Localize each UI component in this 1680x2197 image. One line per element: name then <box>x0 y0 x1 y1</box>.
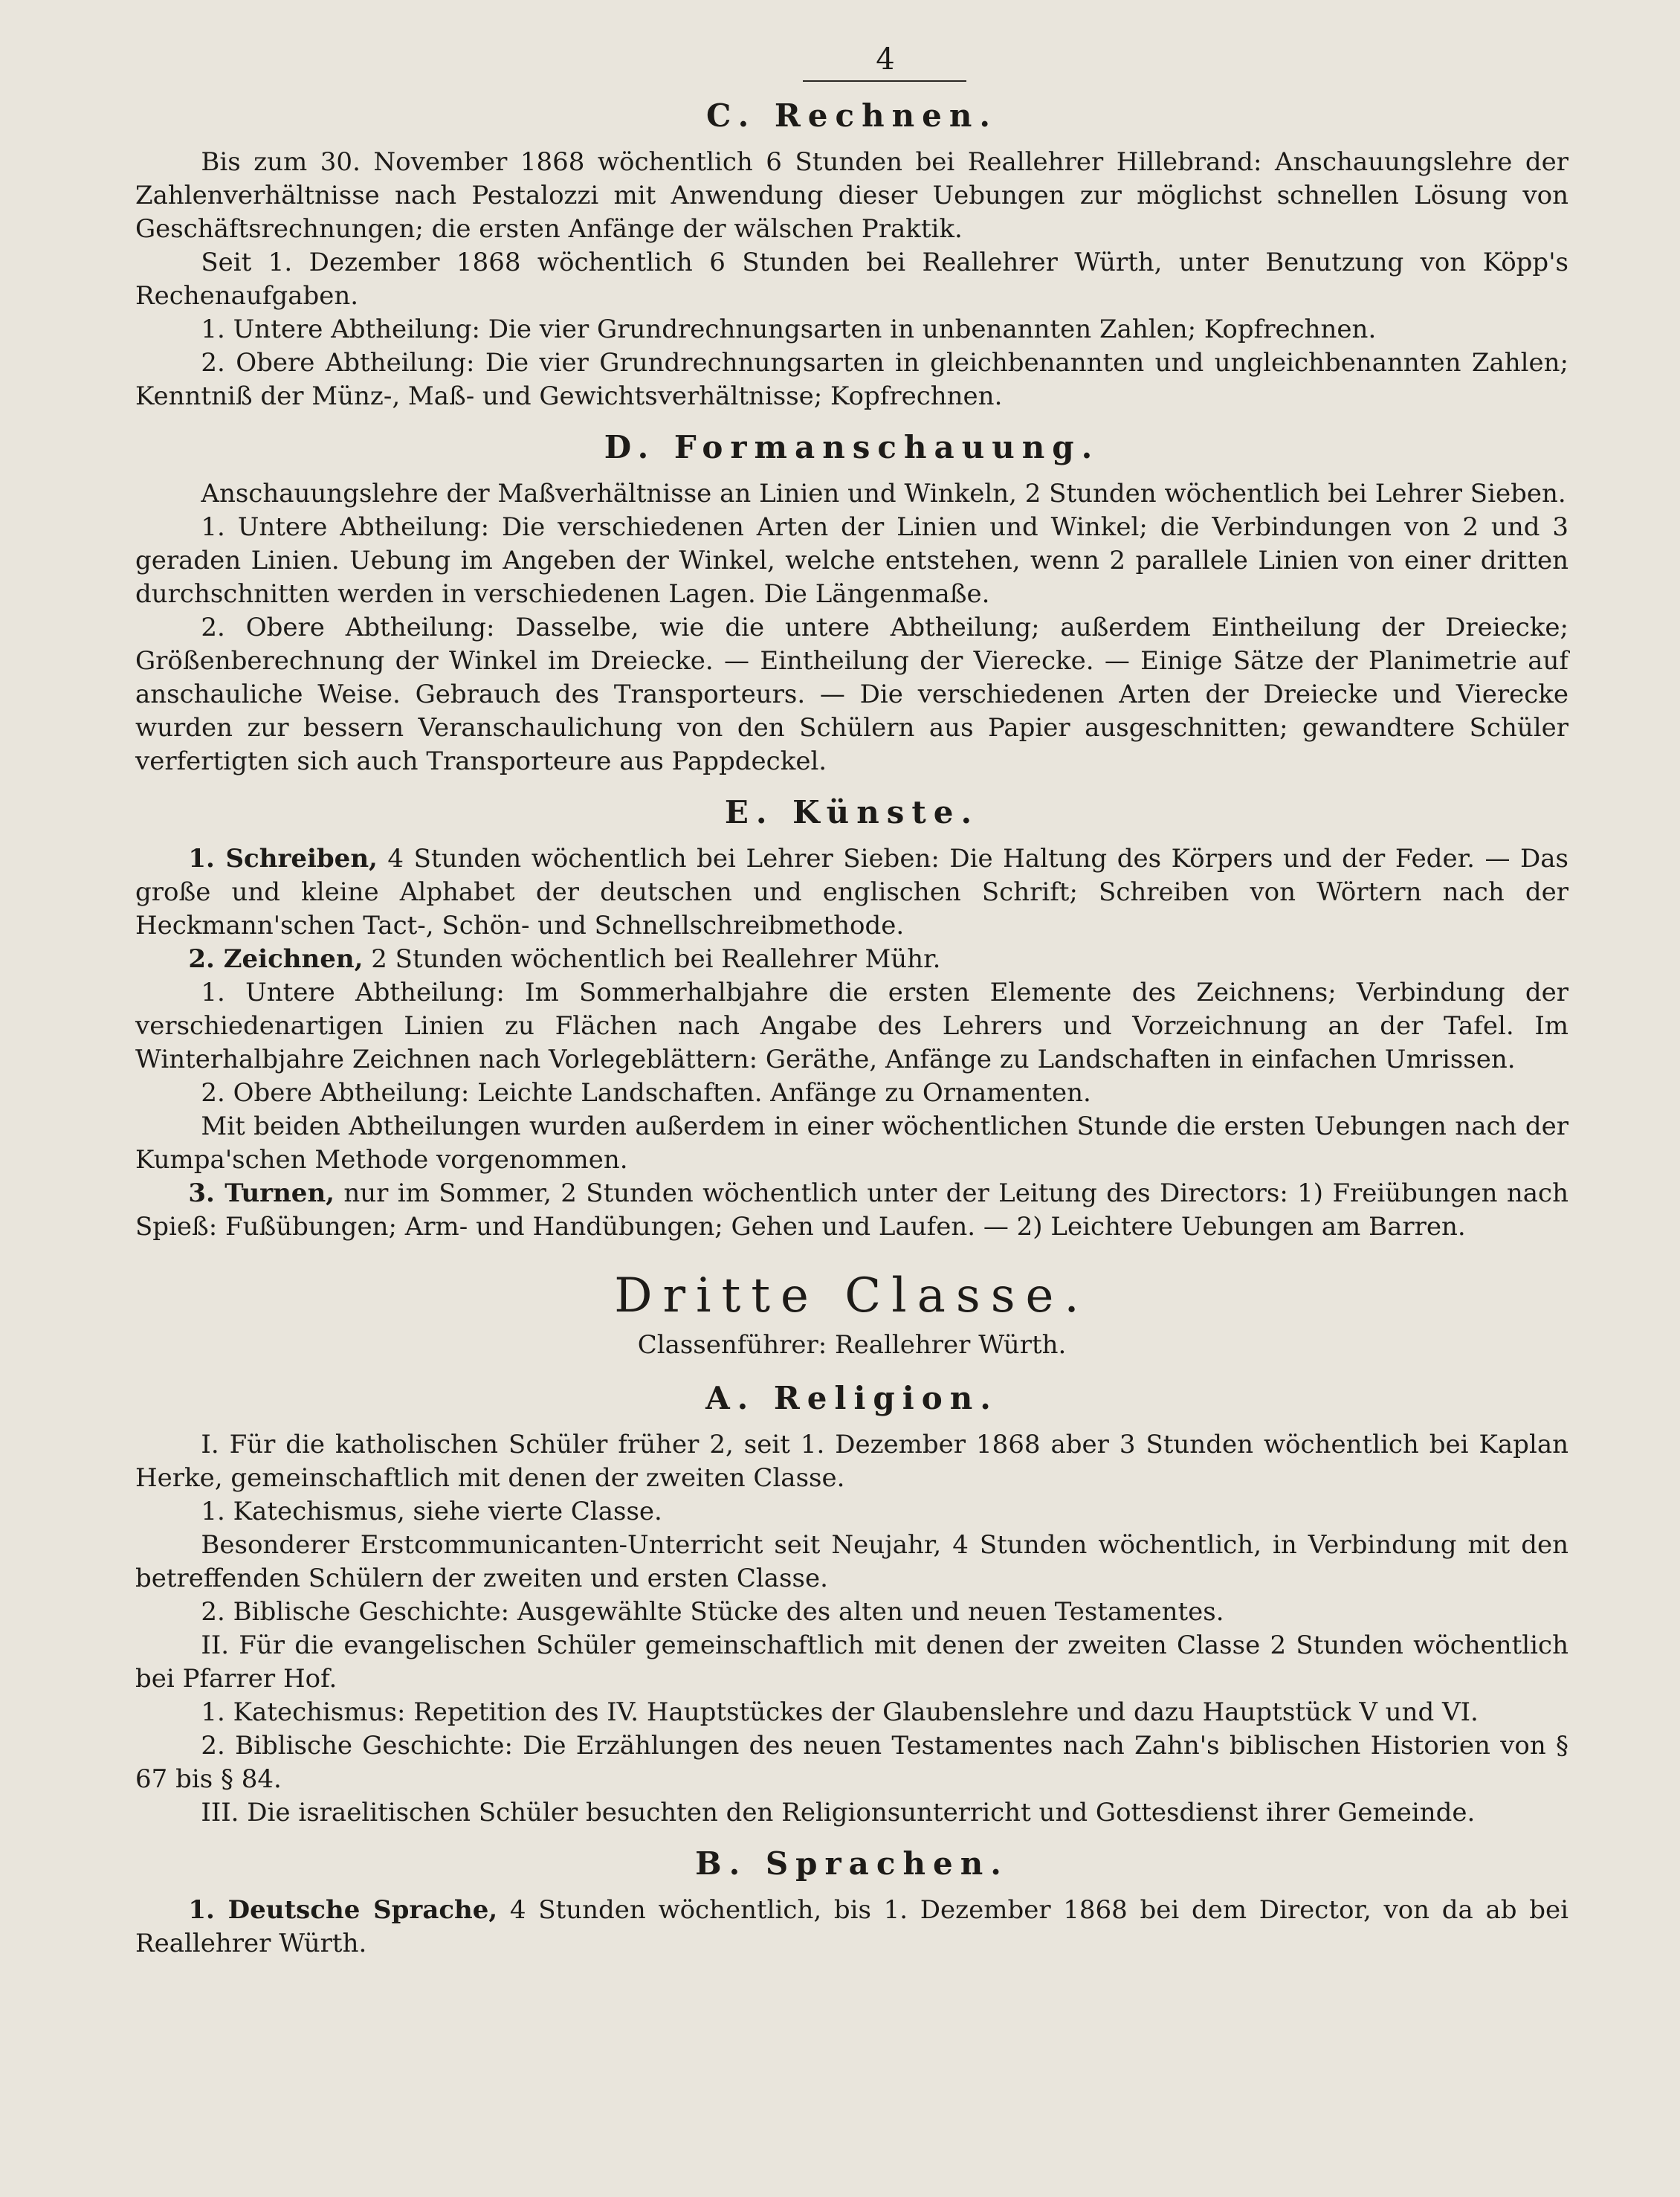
paragraph: Bis zum 30. November 1868 wöchentlich 6 Stunden bei Reallehrer Hillebrand: Anschauungslehre der Zahlenverhältnisse nach Pestalozzi mit Anwendung dieser Uebungen zur möglichst schnellen Lösung von Geschäftsrechnungen; die ersten Anfänge der wälschen Praktik. <box>135 147 1568 244</box>
paragraph <box>135 842 1568 943</box>
paragraph: Besonderer Erstcommunicanten-Unterricht seit Neujahr, 4 Stunden wöchentlich, in Verbindung mit den betreffenden Schülern der zweiten und ersten Classe. <box>135 1530 1568 1593</box>
paragraph-text: nur im Sommer, 2 Stunden wöchentlich unter der Leitung des Directors: 1) Freiübungen nach Spieß: Fußübungen; Arm- und Handübungen; Gehen und Laufen. — 2) Leichtere Uebungen am Barren. <box>135 1178 1568 1242</box>
paragraph: 2. Biblische Geschichte: Die Erzählungen des neuen Testamentes nach Zahn's biblischen Historien von § 67 bis § 84. <box>135 1731 1568 1794</box>
paragraph <box>135 1894 1568 1961</box>
section-heading-rechnen: C. Rechnen. <box>705 97 998 134</box>
paragraph-text: 4 Stunden wöchentlich bei Lehrer Sieben: Die Haltung des Körpers und der Feder. — Das große und kleine Alphabet der deutschen und englischen Schrift; Schreiben von Wörtern nach der Heckmann'schen Tact-, Schön- und Schnellschreibmethode. <box>135 844 1568 941</box>
class-title: Dritte Classe. <box>614 1268 1090 1323</box>
class-leader: Classenführer: Reallehrer Würth. <box>637 1330 1067 1360</box>
paragraph: 2. Biblische Geschichte: Ausgewählte Stücke des alten und neuen Testamentes. <box>201 1597 1224 1627</box>
paragraph: I. Für die katholischen Schüler früher 2, seit 1. Dezember 1868 aber 3 Stunden wöchentlich bei Kaplan Herke, gemeinschaftlich mit denen der zweiten Classe. <box>135 1430 1568 1493</box>
paragraph: 1. Untere Abtheilung: Im Sommerhalbjahre die ersten Elemente des Zeichnens; Verbindung der verschiedenartigen Linien zu Flächen nach Angabe des Lehrers und Vorzeichnung an der Tafel. Im Winterhalbjahre Zeichnen nach Vorlegeblättern: Geräthe, Anfänge zu Landschaften in einfachen Umrissen. <box>135 978 1568 1074</box>
paragraph-lead: 1. Schreiben, <box>188 844 378 874</box>
paragraph: 2. Obere Abtheilung: Die vier Grundrechnungsarten in gleichbenannten und ungleichbenannten Zahlen; Kenntniß der Münz-, Maß- und Gewichtsverhältnisse; Kopfrechnen. <box>135 348 1568 411</box>
header-rule <box>803 80 966 82</box>
paragraph-lead: 2. Zeichnen, <box>188 944 364 974</box>
page-number: 4 <box>876 42 895 77</box>
paragraph: III. Die israelitischen Schüler besuchten den Religionsunterricht und Gottesdienst ihrer Gemeinde. <box>201 1798 1476 1827</box>
paragraph <box>135 1177 1568 1244</box>
paragraph <box>135 943 1568 976</box>
paragraph: 2. Obere Abtheilung: Leichte Landschaften. Anfänge zu Ornamenten. <box>201 1078 1091 1108</box>
paragraph: 2. Obere Abtheilung: Dasselbe, wie die untere Abtheilung; außerdem Eintheilung der Dreiecke; Größenberechnung der Winkel im Dreiecke. — Eintheilung der Vierecke. — Einige Sätze der Planimetrie auf anschauliche Weise. Gebrauch des Transporteurs. — Die verschiedenen Arten der Dreiecke und Vierecke wurden zur bessern Veranschaulichung von den Schülern aus Papier ausgeschnitten; gewandtere Schüler verfertigten sich auch Transporteure aus Pappdeckel. <box>135 613 1568 776</box>
paragraph: Seit 1. Dezember 1868 wöchentlich 6 Stunden bei Reallehrer Würth, unter Benutzung von Köpp's Rechenaufgaben. <box>135 248 1568 311</box>
section-heading-kuenste: E. Künste. <box>724 794 980 830</box>
paragraph: Mit beiden Abtheilungen wurden außerdem in einer wöchentlichen Stunde die ersten Uebungen nach der Kumpa'schen Methode vorgenommen. <box>135 1112 1568 1175</box>
section-heading-sprachen: B. Sprachen. <box>695 1845 1009 1882</box>
section-heading-religion: A. Religion. <box>705 1380 998 1416</box>
paragraph: Anschauungslehre der Maßverhältnisse an Linien und Winkeln, 2 Stunden wöchentlich bei Lehrer Sieben. <box>201 479 1566 509</box>
paragraph-lead: 1. Deutsche Sprache, <box>188 1895 498 1925</box>
paragraph: 1. Untere Abtheilung: Die verschiedenen Arten der Linien und Winkel; die Verbindungen von 2 und 3 geraden Linien. Uebung im Angeben der Winkel, welche entstehen, wenn 2 parallele Linien von einer dritten durchschnitten werden in verschiedenen Lagen. Die Längenmaße. <box>135 512 1568 609</box>
paragraph-text: 4 Stunden wöchentlich, bis 1. Dezember 1868 bei dem Director, von da ab bei Reallehrer Würth. <box>135 1895 1568 1958</box>
paragraph-lead: 3. Turnen, <box>188 1178 335 1208</box>
paragraph: 1. Katechismus, siehe vierte Classe. <box>201 1497 662 1526</box>
paragraph-text: 2 Stunden wöchentlich bei Reallehrer Mühr. <box>363 944 941 974</box>
paragraph: 1. Katechismus: Repetition des IV. Hauptstückes der Glaubenslehre und dazu Hauptstück V und VI. <box>201 1697 1479 1727</box>
paragraph: 1. Untere Abtheilung: Die vier Grundrechnungsarten in unbenannten Zahlen; Kopfrechnen. <box>201 314 1377 344</box>
section-heading-formanschauung: D. Formanschauung. <box>604 429 1100 465</box>
paragraph: II. Für die evangelischen Schüler gemeinschaftlich mit denen der zweiten Classe 2 Stunden wöchentlich bei Pfarrer Hof. <box>135 1630 1568 1694</box>
